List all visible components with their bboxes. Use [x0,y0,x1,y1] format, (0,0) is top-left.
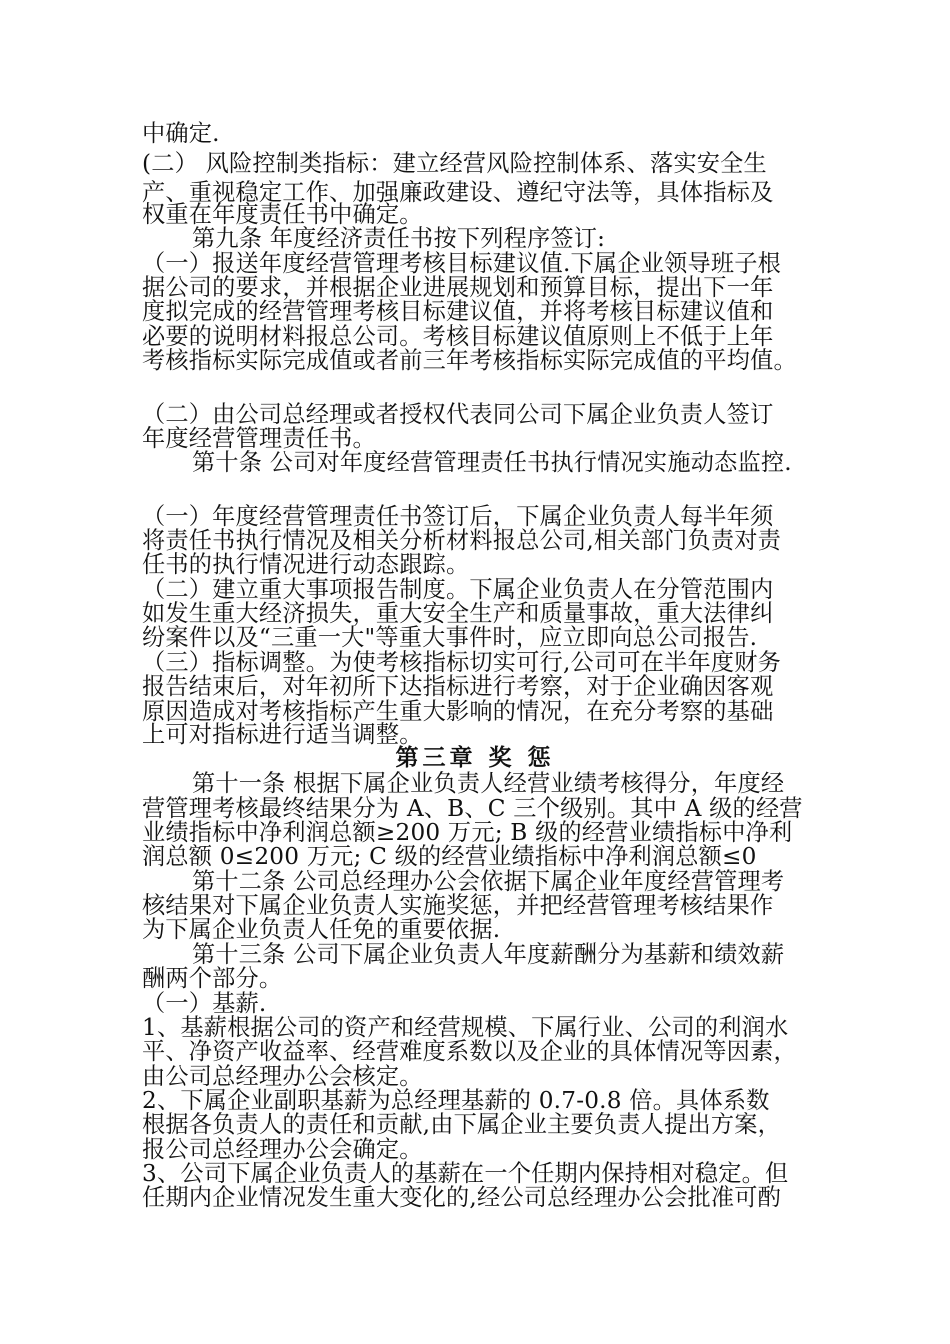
text-line: 度拟完成的经营管理考核目标建议值，并将考核目标建议值和 [142,298,774,325]
text-line: (二） 风险控制类指标：建立经营风险控制体系、落实安全生 [142,150,767,177]
text-line: 业绩指标中净利润总额≥200 万元; B 级的经营业绩指标中净利 [142,819,793,846]
text-line: 报告结束后，对年初所下达指标进行考察，对于企业确因客观 [142,673,774,700]
text-line: 核结果对下属企业负责人实施奖惩，并把经营管理考核结果作 [142,892,774,919]
text-line: 据公司的要求，并根据企业进展规划和预算目标，提出下一年 [142,274,774,301]
text-line: 原因造成对考核指标产生重大影响的情况，在充分考察的基础 [142,698,774,725]
text-line: 必要的说明材料报总公司。考核目标建议值原则上不低于上年 [142,323,774,350]
text-line: （二）建立重大事项报告制度。下属企业负责人在分管范围内 [142,576,774,603]
text-line: 3、公司下属企业负责人的基薪在一个任期内保持相对稳定。但 [142,1160,789,1187]
text-line: 将责任书执行情况及相关分析材料报总公司,相关部门负责对责 [142,527,782,554]
text-line: 年度经营管理责任书。 [142,425,376,452]
article-heading: 第十三条 公司下属企业负责人年度薪酬分为基薪和绩效薪 [192,941,785,968]
text-line: （一）年度经营管理责任书签订后，下属企业负责人每半年须 [142,503,774,530]
text-line: 任书的执行情况进行动态跟踪。 [142,551,470,578]
text-line: 任期内企业情况发生重大变化的,经公司总经理办公会批准可酌 [142,1184,782,1211]
article-heading: 第十条 公司对年度经营管理责任书执行情况实施动态监控. [192,449,792,476]
article-heading: 第十一条 根据下属企业负责人经营业绩考核得分，年度经 [192,770,785,797]
text-line: 报公司总经理办公会确定。 [142,1136,423,1163]
text-line: （一）报送年度经营管理考核目标建议值.下属企业领导班子根 [142,250,782,277]
text-line: 润总额 0≤200 万元; C 级的经营业绩指标中净利润总额≤0 [142,843,757,870]
text-line: 2、下属企业副职基薪为总经理基薪的 0.7-0.8 倍。具体系数 [142,1087,770,1114]
text-line: 由公司总经理办公会核定。 [142,1063,423,1090]
text-line: 1、基薪根据公司的资产和经营规模、下属行业、公司的利润水 [142,1014,789,1041]
text-line: （一）基薪. [142,990,267,1017]
text-line: 根据各负责人的责任和贡献,由下属企业主要负责人提出方案， [142,1111,782,1138]
article-heading: 第十二条 公司总经理办公会依据下属企业年度经营管理考 [192,868,785,895]
text-line: 营管理考核最终结果分为 A、B、C 三个级别。其中 A 级的经营 [142,795,803,822]
text-line: 酬两个部分。 [142,965,283,992]
text-line: 考核指标实际完成值或者前三年考核指标实际完成值的平均值。 [142,347,797,374]
chapter-title: 第三章 奖 惩 [395,745,555,771]
text-line: 如发生重大经济损失，重大安全生产和质量事故，重大法律纠 [142,600,774,627]
text-line: 上可对指标进行适当调整。 [142,721,423,748]
text-line: （三）指标调整。为使考核指标切实可行,公司可在半年度财务 [142,649,782,676]
text-line: 纷案件以及“三重一大"等重大事件时，应立即向总公司报告. [142,624,758,651]
text-line: （二）由公司总经理或者授权代表同公司下属企业负责人签订 [142,401,774,428]
article-heading: 第九条 年度经济责任书按下列程序签订: [192,225,606,252]
text-line: 平、净资产收益率、经营难度系数以及企业的具体情况等因素， [142,1038,797,1065]
text-line: 产、重视稳定工作、加强廉政建设、遵纪守法等，具体指标及 [142,179,774,206]
text-line: 权重在年度责任书中确定。 [142,201,423,228]
text-line: 中确定. [142,120,220,147]
text-line: 为下属企业负责人任免的重要依据. [142,916,501,943]
